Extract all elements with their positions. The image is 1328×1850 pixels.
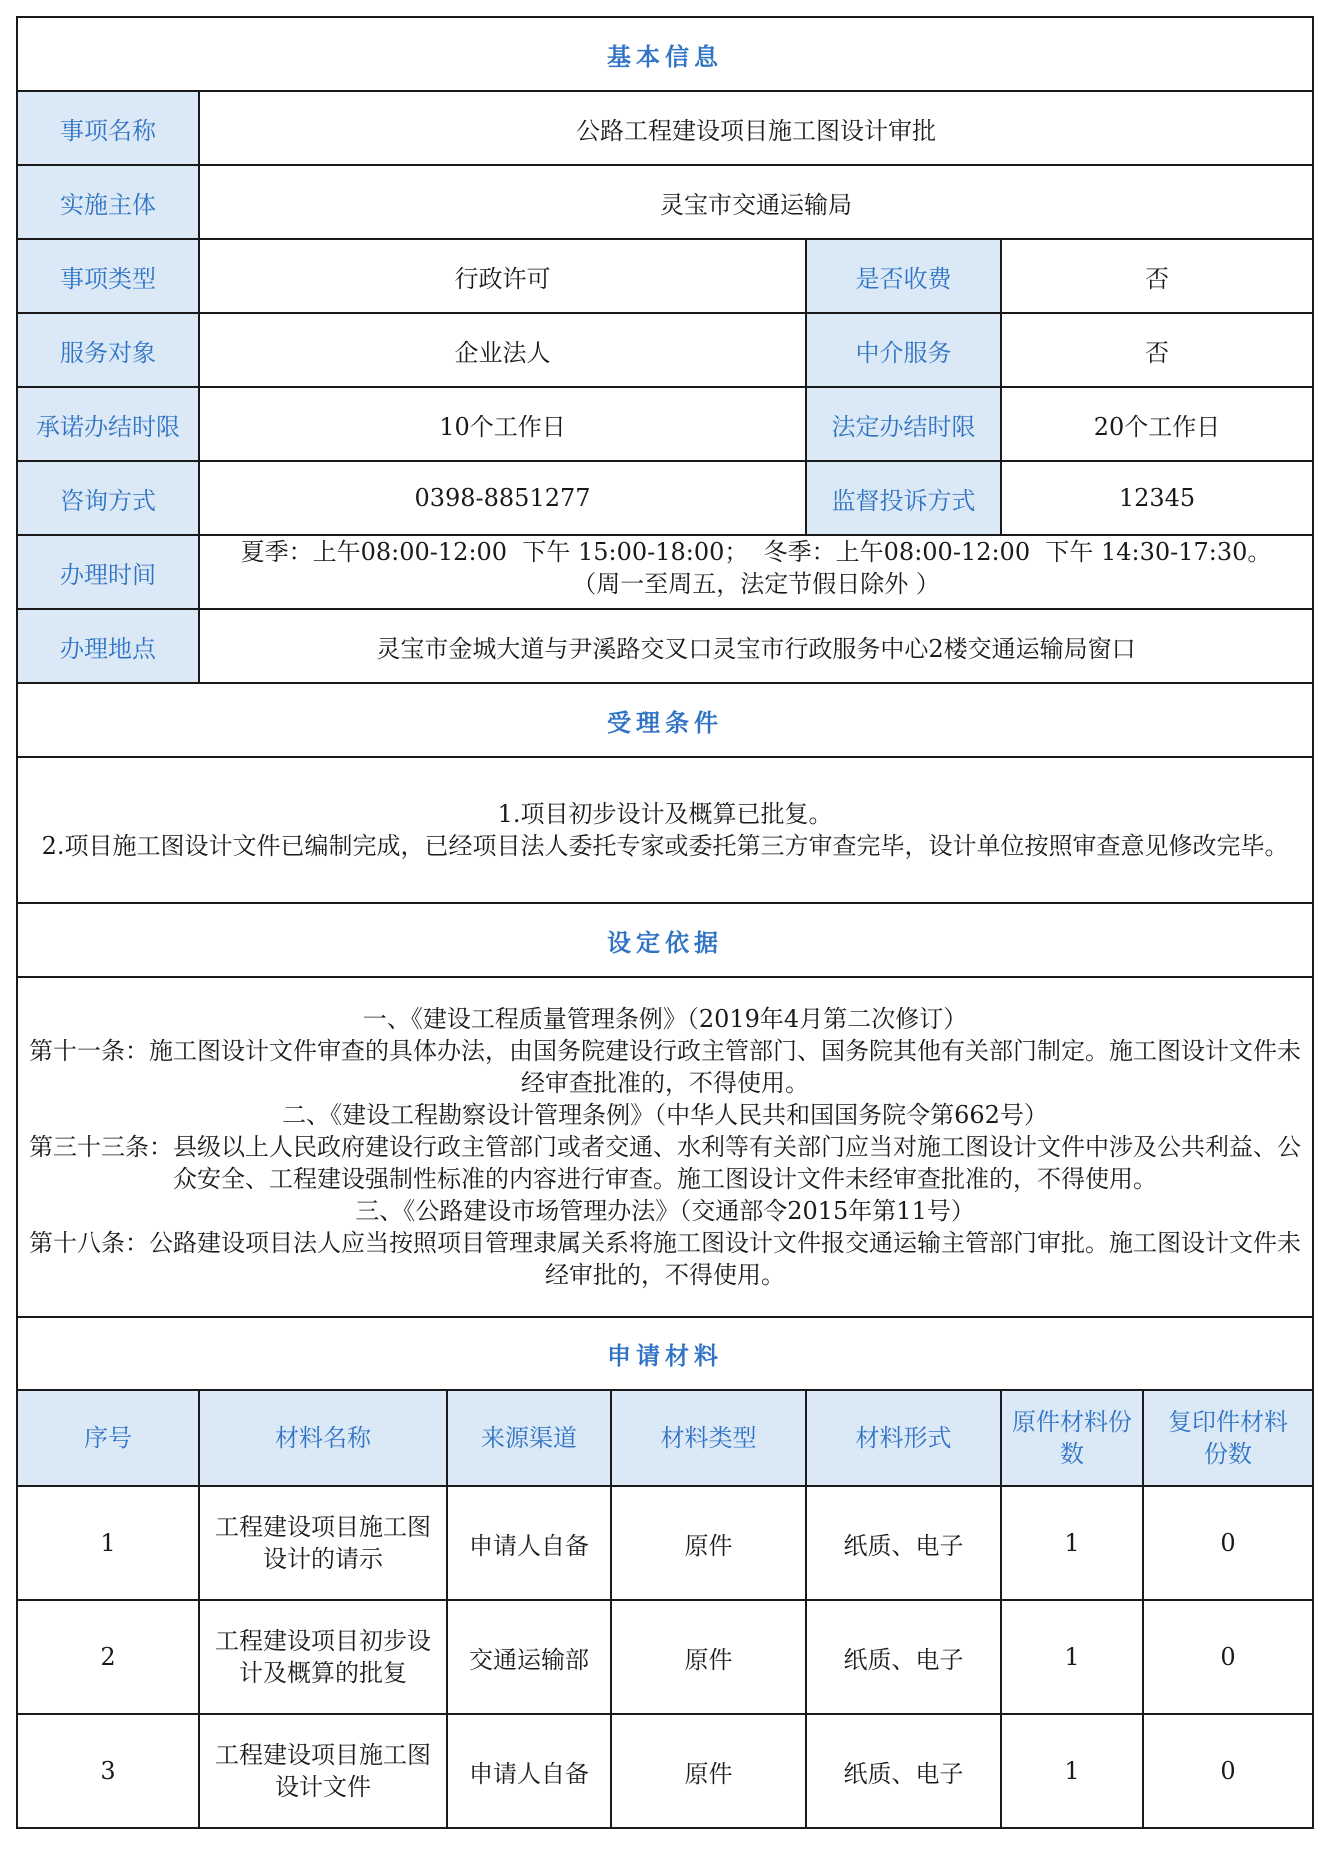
material-original-count: 1 [1001,1714,1143,1828]
hours-label: 办理时间 [17,535,199,609]
basis-line-5: 三、《公路建设市场管理办法》（交通部令2015年第11号） [355,1197,975,1225]
hours-line-1: 夏季：上午08:00-12:00 下午 15:00-18:00； 冬季：上午08:00-12:00 下午 14:30-17:30。 [240,538,1272,566]
item-name-label: 事项名称 [17,91,199,165]
material-copy-count: 0 [1143,1714,1313,1828]
time-limit-row [17,387,1313,461]
table-row [17,1714,1313,1828]
material-name [199,1600,447,1714]
basic-info-header-row [17,17,1313,91]
col-header-source: 来源渠道 [447,1390,611,1486]
subject-row [17,165,1313,239]
section-title-basis: 设定依据 [17,903,1313,977]
material-no: 3 [17,1714,199,1828]
subject-label: 实施主体 [17,165,199,239]
material-type: 原件 [611,1486,806,1600]
material-no: 2 [17,1600,199,1714]
legal-time-value: 20个工作日 [1001,387,1313,461]
condition-line-2: 2.项目施工图设计文件已编制完成，已经项目法人委托专家或委托第三方审查完毕，设计单位按照审查意见修改完毕。 [41,832,1289,860]
type-row [17,239,1313,313]
material-type: 原件 [611,1600,806,1714]
basis-line-1: 一、《建设工程质量管理条例》（2019年4月第二次修订） [362,1005,968,1033]
material-copy-count: 0 [1143,1486,1313,1600]
item-name-value: 公路工程建设项目施工图设计审批 [199,91,1313,165]
material-form: 纸质、电子 [806,1714,1001,1828]
legal-time-label: 法定办结时限 [806,387,1001,461]
material-name [199,1486,447,1600]
basis-line-2: 第十一条：施工图设计文件审查的具体办法，由国务院建设行政主管部门、国务院其他有关部门制定。施工图设计文件未经审查批准的，不得使用。 [29,1037,1302,1097]
section-title-conditions: 受理条件 [17,683,1313,757]
material-name-line-2: 设计的请示 [263,1545,383,1573]
col-header-copy-count-line-2: 份数 [1204,1440,1253,1468]
basis-line-6: 第十八条：公路建设项目法人应当按照项目管理隶属关系将施工图设计文件报交通运输主管部门审批。施工图设计文件未经审批的，不得使用。 [29,1229,1302,1289]
consult-value: 0398-8851277 [199,461,806,535]
material-source: 交通运输部 [447,1600,611,1714]
hours-line-2: （周一至周五，法定节假日除外 ） [572,570,940,598]
service-guide-table [16,16,1314,1829]
section-title-materials: 申请材料 [17,1317,1313,1390]
material-name-line-1: 工程建设项目施工图 [215,1741,431,1769]
complaint-value: 12345 [1001,461,1313,535]
material-source: 申请人自备 [447,1486,611,1600]
col-header-copy-count-line-1: 复印件材料 [1168,1408,1289,1436]
material-source: 申请人自备 [447,1714,611,1828]
target-row [17,313,1313,387]
subject-value: 灵宝市交通运输局 [199,165,1313,239]
basis-row [17,977,1313,1317]
table-row [17,1600,1313,1714]
basis-line-4: 第三十三条：县级以上人民政府建设行政主管部门或者交通、水利等有关部门应当对施工图设计文件中涉及公共利益、公众安全、工程建设强制性标准的内容进行审查。施工图设计文件未经审查批准的，不得使用。 [29,1133,1302,1193]
promised-time-label: 承诺办结时限 [17,387,199,461]
material-form: 纸质、电子 [806,1486,1001,1600]
hours-row [17,535,1313,609]
fee-value: 否 [1001,239,1313,313]
complaint-label: 监督投诉方式 [806,461,1001,535]
item-name-row [17,91,1313,165]
material-name-line-2: 设计文件 [275,1773,371,1801]
col-header-name: 材料名称 [199,1390,447,1486]
basis-line-3: 二、《建设工程勘察设计管理条例》（中华人民共和国国务院令第662号） [282,1101,1048,1129]
section-title-basic-info: 基本信息 [17,17,1313,91]
col-header-type: 材料类型 [611,1390,806,1486]
fee-label: 是否收费 [806,239,1001,313]
material-name-line-1: 工程建设项目初步设 [215,1627,431,1655]
location-value: 灵宝市金城大道与尹溪路交叉口灵宝市行政服务中心2楼交通运输局窗口 [199,609,1313,683]
agency-label: 中介服务 [806,313,1001,387]
type-value: 行政许可 [199,239,806,313]
materials-column-header-row [17,1390,1313,1486]
promised-time-value: 10个工作日 [199,387,806,461]
condition-line-1: 1.项目初步设计及概算已批复。 [497,800,833,828]
conditions-header-row [17,683,1313,757]
basis-text [17,977,1313,1317]
service-guide-sheet [16,16,1312,1829]
col-header-original-count-line-2: 数 [1060,1440,1084,1468]
material-form: 纸质、电子 [806,1600,1001,1714]
col-header-original-count [1001,1390,1143,1486]
col-header-form: 材料形式 [806,1390,1001,1486]
target-value: 企业法人 [199,313,806,387]
material-copy-count: 0 [1143,1600,1313,1714]
material-name [199,1714,447,1828]
contact-row [17,461,1313,535]
target-label: 服务对象 [17,313,199,387]
material-no: 1 [17,1486,199,1600]
col-header-original-count-line-1: 原件材料份 [1012,1408,1132,1436]
material-type: 原件 [611,1714,806,1828]
materials-header-row [17,1317,1313,1390]
conditions-row [17,757,1313,903]
type-label: 事项类型 [17,239,199,313]
material-name-line-1: 工程建设项目施工图 [215,1513,431,1541]
material-name-line-2: 计及概算的批复 [239,1659,407,1687]
location-row [17,609,1313,683]
col-header-copy-count [1143,1390,1313,1486]
hours-value [199,535,1313,609]
col-header-no: 序号 [17,1390,199,1486]
consult-label: 咨询方式 [17,461,199,535]
table-row [17,1486,1313,1600]
conditions-text [17,757,1313,903]
material-original-count: 1 [1001,1600,1143,1714]
location-label: 办理地点 [17,609,199,683]
agency-value: 否 [1001,313,1313,387]
material-original-count: 1 [1001,1486,1143,1600]
basis-header-row [17,903,1313,977]
